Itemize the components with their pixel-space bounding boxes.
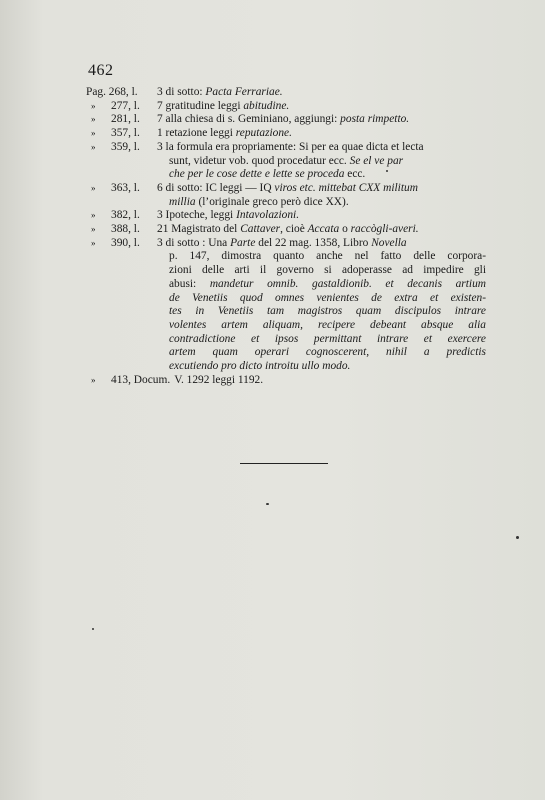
closing-rule [240,463,328,464]
page-line-reference [86,86,157,100]
page-reference: 413, [111,373,131,386]
roman-text: 1 retazione leggi [157,127,236,140]
correction-text [157,223,486,237]
italic-text: Novella [371,236,407,249]
page-reference: 268, [108,86,129,98]
roman-text: abusi: [169,277,210,290]
errata-entry [86,141,486,182]
roman-text: 3 Ipoteche, leggi [157,209,237,222]
text-line [157,141,486,155]
italic-text: Se el ve par [349,154,404,167]
roman-text: 3 di sotto : Una [157,236,231,249]
text-line [157,155,486,169]
italic-text: contradictione et ipsos permittant intrare et exercere [169,332,486,345]
text-line [157,278,486,292]
ditto-mark: » [91,237,96,248]
correction-text [174,374,486,388]
line-label: l. [133,140,140,153]
text-line [157,86,486,100]
line-label: l. [133,99,140,112]
italic-text: millia [169,195,196,208]
text-line [157,346,486,360]
text-line [174,374,486,388]
print-speck [516,536,519,539]
page-reference: 382, [111,209,131,222]
ditto-mark: » [91,210,96,221]
text-line [157,250,486,264]
roman-text: zioni delle arti il governo si adoperasse ad impedire gli [169,264,486,277]
text-line [157,196,486,210]
errata-entry [86,209,486,223]
errata-entry [86,237,486,374]
roman-text: (l’originale greco però dice XX). [195,195,349,208]
roman-text: p. 147, dimostra quanto anche nel fatto delle corpora- [169,250,486,263]
line-label: l. [133,223,140,236]
ditto-mark: » [91,114,96,125]
page-line-reference [86,374,170,388]
text-line [157,292,486,306]
italic-text: excutiendo pro dicto introitu ullo modo. [169,360,351,373]
errata-entry [86,127,486,141]
correction-text [157,86,486,100]
italic-text: tes in Venetiis tam magistros quam discipulos intrare [169,305,486,318]
text-line [157,333,486,347]
italic-text: artem quam operari cognoscerent, nihil a predictis [169,346,486,359]
text-line [157,182,486,196]
correction-text [157,100,486,114]
roman-text: ecc. [344,168,366,181]
text-line [157,168,486,182]
page-line-reference [86,127,157,141]
page-label: Pag. [86,86,106,98]
ditto-mark: » [91,100,96,111]
italic-text: Intavolazioni. [236,209,300,222]
page-reference: 388, [111,223,131,236]
errata-list [86,86,486,387]
ditto-mark: » [91,141,96,152]
roman-text: 7 gratitudine leggi [157,99,244,112]
page-line-reference [86,223,157,237]
errata-entry [86,100,486,114]
roman-text: , cioè [280,223,308,236]
italic-text: mandetur omnib. gastaldionib. et decanis artium [209,277,486,290]
ditto-mark: » [91,374,96,385]
roman-text: 3 di sotto: [157,86,206,98]
roman-text: V. 1292 leggi 1192. [174,373,264,386]
ditto-mark: » [91,224,96,235]
roman-text: sunt, videtur vob. quod procedatur ecc. [169,154,350,167]
text-line [157,113,486,127]
errata-entry [86,182,486,209]
italic-text: viros etc. mittebat CXX militum [271,181,418,194]
page-line-reference [86,182,157,209]
page-reference: 277, [111,99,131,112]
text-line [157,100,486,114]
roman-text: o [339,223,351,236]
page-line-reference [86,209,157,223]
italic-text: abitudine. [243,99,290,112]
italic-text: de Venetiis quod omnes venientes de extra et existen- [169,291,486,304]
ditto-mark: » [91,128,96,139]
italic-text: raccògli-averi. [350,223,419,236]
page-line-reference [86,141,157,182]
text-line [157,127,486,141]
italic-text: che per le cose dette e lette se proceda [169,168,345,181]
italic-text: Cattaver [240,223,281,236]
errata-entry [86,86,486,100]
roman-text: 21 Magistrato del [157,223,241,236]
page-reference: 359, [111,140,131,153]
text-line [157,305,486,319]
text-line [157,237,486,251]
ditto-mark: » [91,182,96,193]
line-label: l. [133,209,140,222]
errata-entry [86,113,486,127]
page-reference: 281, [111,113,131,126]
italic-text: Parte [230,236,256,249]
errata-entry [86,374,486,388]
roman-text: 6 di sotto: IC leggi — I [157,181,264,194]
text-line [157,264,486,278]
page-line-reference [86,113,157,127]
page-number: 462 [88,62,114,79]
correction-text [157,182,486,209]
correction-text [157,237,486,374]
print-speck [266,503,269,505]
print-speck [386,170,388,172]
roman-text: 7 alla chiesa di s. Geminiano, aggiungi: [157,113,341,126]
italic-text: reputazione. [235,127,292,140]
correction-text [157,127,486,141]
print-speck [92,628,94,630]
text-line [157,209,486,223]
line-label: l. [131,86,138,98]
line-label: l. [133,127,140,140]
roman-text: del 22 mag. 1358, Libro [255,236,372,249]
errata-entry [86,223,486,237]
line-label: Docum. [133,373,171,386]
italic-text: Pacta Ferrariae. [205,86,283,98]
correction-text [157,113,486,127]
text-line [157,319,486,333]
page-line-reference [86,237,157,374]
correction-text [157,209,486,223]
italic-text: posta rimpetto. [340,113,410,126]
page-reference: 390, [111,236,131,249]
correction-text [157,141,486,182]
roman-text: 3 la formula era propriamente: Si per ea quae dicta et lecta [157,140,424,153]
page-reference: 363, [111,181,131,194]
text-line [157,223,486,237]
page-reference: 357, [111,127,131,140]
page-line-reference [86,100,157,114]
line-label: l. [133,113,140,126]
italic-text: volentes artem aliquam, recipere debeant absque alia [169,318,486,331]
italic-text: Accata [307,223,340,236]
roman-text: Q [263,181,272,194]
text-line [157,360,486,374]
line-label: l. [133,236,140,249]
line-label: l. [133,181,140,194]
